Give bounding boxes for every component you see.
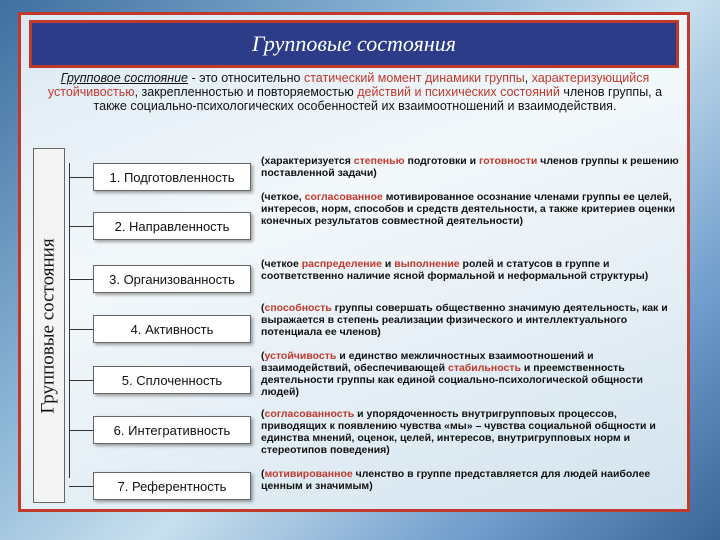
description-text: группы совершать общественно значимую деятельность, как и выражается в степень реализации физического и интеллектуального потенциала ее членов) bbox=[261, 302, 668, 338]
state-item-box bbox=[93, 265, 251, 293]
description-text: и единство межличностных взаимоотношений и взаимодействий, обеспечивающей bbox=[261, 350, 594, 374]
description-text: членство в группе представляется для людей наиболее ценным и значимым) bbox=[261, 468, 651, 492]
state-item-box bbox=[93, 366, 251, 394]
state-item-label: 5. Сплоченность bbox=[121, 372, 223, 388]
connector-line bbox=[69, 430, 93, 431]
description-highlight: согласованность bbox=[264, 408, 355, 420]
side-label: Групповые состояния bbox=[38, 237, 60, 414]
slide-frame bbox=[18, 12, 690, 512]
state-item-box bbox=[93, 315, 251, 343]
description-text: ( bbox=[261, 468, 265, 480]
description-highlight: мотивированное bbox=[264, 468, 353, 480]
state-item-box bbox=[93, 212, 251, 240]
side-label-box bbox=[33, 148, 65, 503]
description-highlight: способность bbox=[264, 302, 332, 314]
description-text: членов группы к решению поставленной задачи) bbox=[261, 155, 679, 179]
intro-highlight-2: характеризующийся устойчивостью bbox=[47, 71, 650, 99]
description-text: ( bbox=[261, 408, 265, 420]
description-text: ролей и статусов в группе и соответственно наличие ясной формальной и неформальной структуры) bbox=[261, 258, 649, 282]
connector-line bbox=[69, 380, 93, 381]
connector-line bbox=[69, 486, 93, 487]
state-item-box bbox=[93, 472, 251, 500]
description-text: ( bbox=[261, 302, 265, 314]
state-item-label: 6. Интегративность bbox=[113, 422, 231, 438]
description-highlight: выполнение bbox=[394, 258, 460, 270]
description-text: (четкое bbox=[261, 258, 302, 270]
connector-line bbox=[69, 177, 93, 178]
description-text: ( bbox=[261, 350, 265, 362]
state-item-description bbox=[261, 302, 683, 338]
connector-line bbox=[69, 279, 93, 280]
intro-definition bbox=[45, 71, 665, 113]
description-highlight: степенью bbox=[353, 155, 405, 167]
description-highlight: готовности bbox=[479, 155, 538, 167]
connector-line bbox=[69, 226, 93, 227]
state-item-box bbox=[93, 416, 251, 444]
intro-text-3: , закрепленностью и повторяемостью bbox=[134, 85, 358, 99]
description-highlight: устойчивость bbox=[264, 350, 337, 362]
description-text: и упорядоченность внутригрупповых процессов, приводящих к появлению чувства «мы» – чувства социальной общности и единства мнений, оценок, целей, интересов, внутригрупповых норм и стереотипов поведения) bbox=[261, 408, 656, 456]
state-item-label: 4. Активность bbox=[130, 321, 214, 337]
state-item-label: 3. Организованность bbox=[109, 271, 235, 287]
intro-highlight-3: действий и психических состояний bbox=[357, 85, 560, 99]
state-item-label: 2. Направленность bbox=[114, 218, 230, 234]
connector-line bbox=[69, 329, 93, 330]
description-text: подготовки и bbox=[404, 155, 480, 167]
description-text: и преемственность деятельности группы как единой социально-психологической общности людей) bbox=[261, 362, 643, 398]
state-item-description bbox=[261, 155, 683, 179]
description-highlight: распределение bbox=[301, 258, 382, 270]
slide-title: Групповые состояния bbox=[251, 31, 457, 56]
intro-text-4: членов группы, а также социально-психологических особенностей их взаимоотношений и взаимодействия. bbox=[93, 85, 663, 113]
description-text: (четкое, bbox=[261, 191, 305, 203]
state-item-label: 7. Референтность bbox=[117, 478, 227, 494]
description-text: (характеризуется bbox=[261, 155, 354, 167]
description-highlight: согласованное bbox=[304, 191, 383, 203]
slide-header bbox=[29, 20, 679, 68]
state-item-description bbox=[261, 258, 683, 282]
intro-text-2: , bbox=[524, 71, 532, 85]
state-item-description bbox=[261, 350, 683, 398]
description-highlight: стабильность bbox=[447, 362, 521, 374]
intro-text-1: - это относительно bbox=[187, 71, 304, 85]
state-item-description bbox=[261, 408, 683, 456]
state-item-description bbox=[261, 191, 683, 227]
intro-term: Групповое состояние bbox=[60, 71, 188, 85]
intro-highlight-1: статический момент динамики группы bbox=[303, 71, 525, 85]
state-item-description bbox=[261, 468, 683, 492]
state-item-box bbox=[93, 163, 251, 191]
description-text: и bbox=[381, 258, 395, 270]
description-text: мотивированное осознание членами группы ее целей, интересов, норм, способов и средств деятельности, а также критериев оценки конечных результатов совместной деятельности) bbox=[261, 191, 676, 227]
state-item-label: 1. Подготовленность bbox=[109, 169, 235, 185]
